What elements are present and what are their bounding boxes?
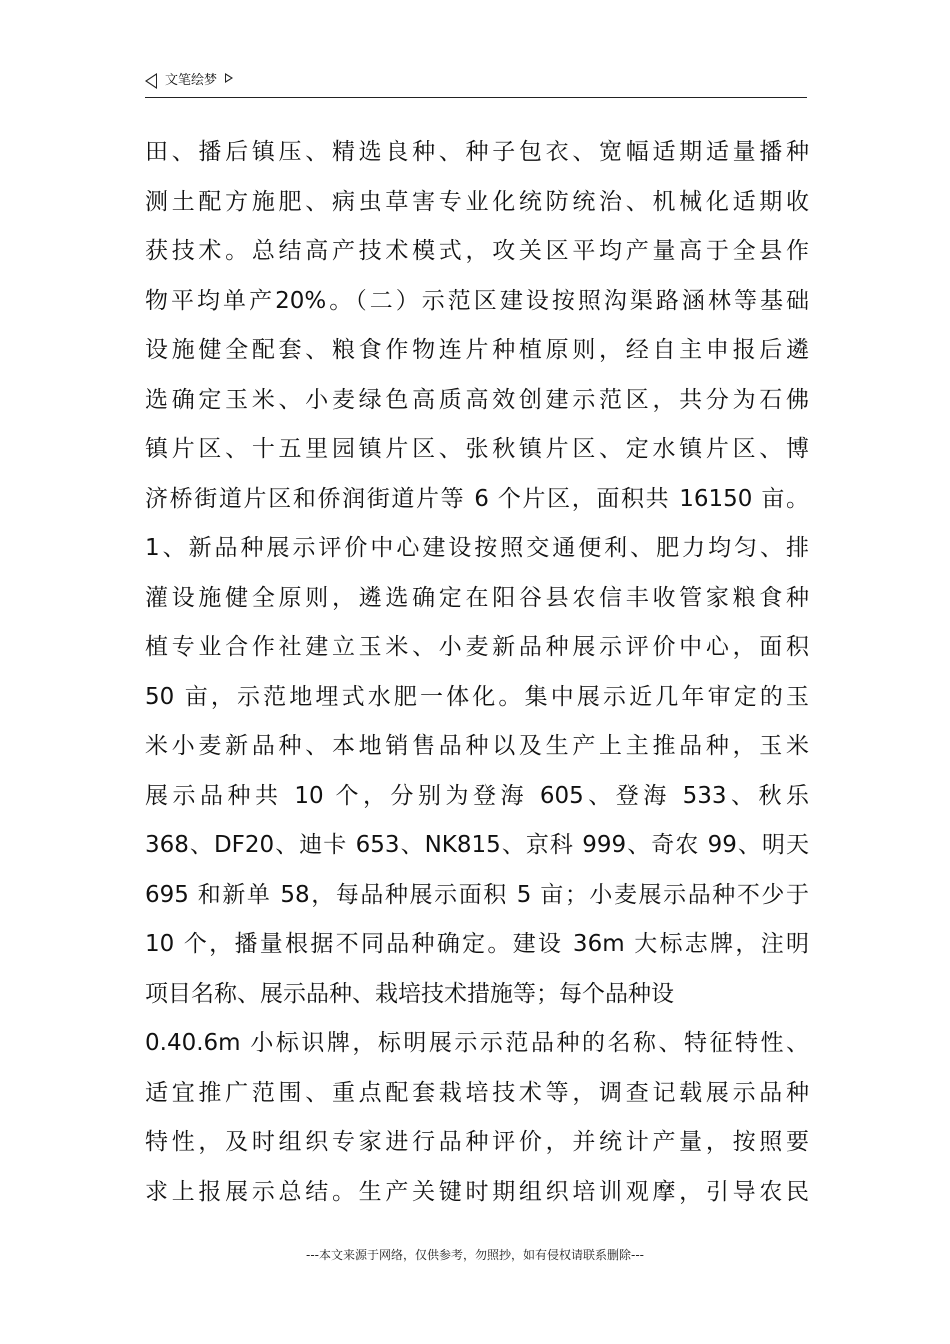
text-line: 测土配方施肥、病虫草害专业化统防统治、机械化适期收 (145, 188, 809, 215)
triangle-left-icon (145, 73, 157, 89)
text-line: 适宜推广范围、重点配套栽培技术等，调查记载展示品种 (145, 1079, 809, 1106)
text-line: 选确定玉米、小麦绿色高质高效创建示范区，共分为石佛 (145, 386, 809, 413)
text-line: 特性，及时组织专家进行品种评价，并统计产量，按照要 (145, 1129, 809, 1155)
header-title: 文笔绘梦 (165, 73, 218, 88)
text-line: 695 和新单 58，每品种展示面积 5 亩；小麦展示品种不少于 (145, 881, 809, 908)
text-line: 50 亩，示范地埋式水肥一体化。集中展示近几年审定的玉 (145, 683, 809, 710)
text-line: 求上报展示总结。生产关键时期组织培训观摩，引导农民 (145, 1178, 809, 1205)
page-header (145, 70, 807, 98)
text-line: 展示品种共 10 个，分别为登海 605、登海 533、秋乐 (145, 782, 809, 809)
text-line: 1、新品种展示评价中心建设按照交通便利、肥力均匀、排 (145, 535, 809, 561)
text-line: 田、播后镇压、精选良种、种子包衣、宽幅适期适量播种 (145, 139, 809, 165)
text-line: 灌设施健全原则，遴选确定在阳谷县农信丰收管家粮食种 (145, 584, 809, 611)
text-line: 0.40.6m 小标识牌，标明展示示范品种的名称、特征特性、 (145, 1030, 809, 1056)
text-line: 济桥街道片区和侨润街道片等 6 个片区，面积共 16150 亩。 (145, 485, 809, 512)
text-line: 获技术。总结高产技术模式，攻关区平均产量高于全县作 (145, 238, 809, 264)
header-title-group (145, 72, 233, 90)
page-footer: ---本文来源于网络，仅供参考，勿照抄，如有侵权请联系删除--- (306, 1248, 644, 1262)
text-line: 物平均单产20%。（二）示范区建设按照沟渠路涵林等基础 (145, 287, 809, 314)
text-line: 项目名称、展示品种、栽培技术措施等；每个品种设 (145, 980, 674, 1007)
text-line: 设施健全配套、粮食作物连片种植原则，经自主申报后遴 (145, 337, 809, 363)
text-line: 米小麦新品种、本地销售品种以及生产上主推品种，玉米 (145, 733, 809, 759)
text-line: 368、DF20、迪卡 653、NK815、京科 999、奇农 99、明天 (145, 832, 809, 858)
text-line: 镇片区、十五里园镇片区、张秋镇片区、定水镇片区、博 (145, 436, 809, 462)
triangle-right-icon (225, 73, 233, 83)
text-line: 植专业合作社建立玉米、小麦新品种展示评价中心，面积 (145, 634, 809, 660)
document-body (145, 128, 809, 1217)
text-line: 10 个，播量根据不同品种确定。建设 36m 大标志牌，注明 (145, 931, 809, 957)
